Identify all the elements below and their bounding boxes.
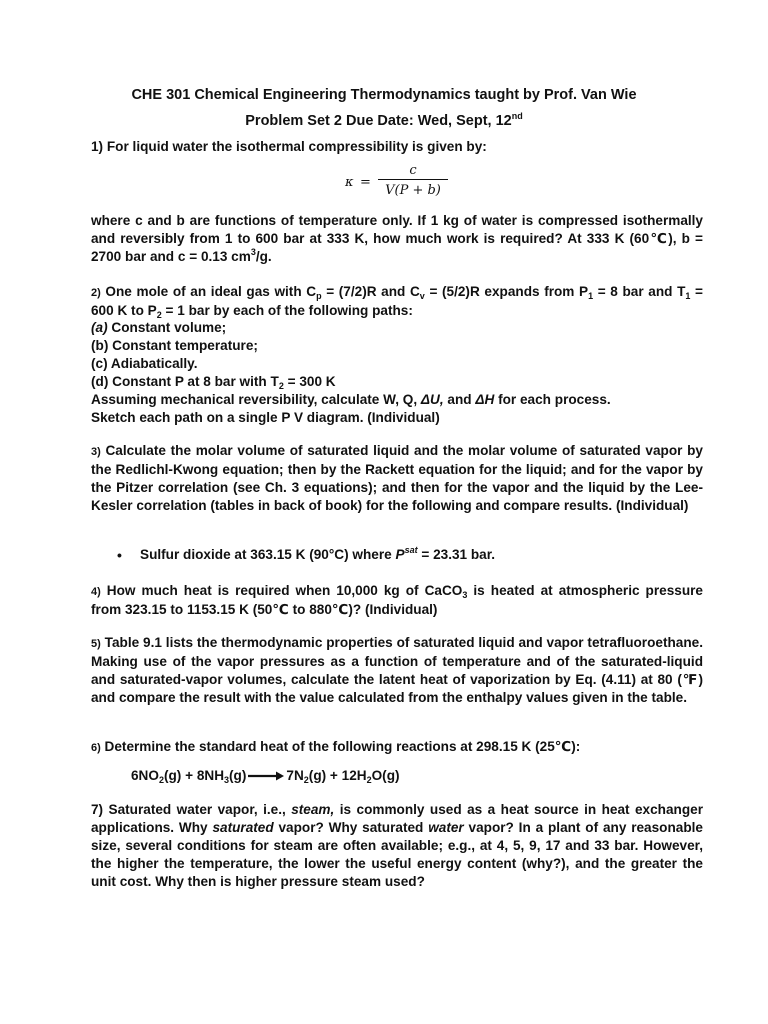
problem-6-statement: 6) Determine the standard heat of the following reactions at 298.15 K (25℃):: [91, 739, 581, 754]
problem-2-sketch: Sketch each path on a single P V diagram. (Individual): [91, 410, 440, 425]
problem-number: 4): [91, 586, 101, 598]
problem-number: 3): [91, 446, 101, 458]
fraction: [378, 162, 448, 200]
problem-2-statement: 2) One mole of an ideal gas with $C_p = (7/2)R$ and $C_v = (5/2)R$ expands from $P_1 = 8$ bar and $T_1 = 600$ K to $P_2 = 1$ bar by each of the following paths:: [91, 284, 703, 320]
problem-4-statement: 4) How much heat is required when 10,000 kg of CaCO$_3$ is heated at atmospheric pressure from 323.15 to 1153.15 K (50℃ to 880℃)? (Individual): [91, 583, 703, 617]
problem-7-statement: 7) Saturated water vapor, i.e., steam, is commonly used as a heat source in heat exchanger applications. Why saturated vapor? Why saturated water vapor? In a plant of any reasonable size, several conditions for steam are often available; e.g., at 4, 5, 9, 17 and 33 bar. However, the higher the temperature, the lower the useful energy content (why?), and the greater the unit cost. Why then is higher pressure steam used?: [91, 802, 703, 889]
problem-number: 6): [91, 742, 101, 754]
problem-2-path-d: (d) Constant P at 8 bar with $T_2 = 300$ K: [91, 374, 336, 391]
course-title: CHE 301 Chemical Engineering Thermodynamics taught by Prof. Van Wie: [131, 87, 637, 103]
problem-set-title: Problem Set 2 Due Date: Wed, Sept, 12nd: [245, 111, 523, 129]
problem-3-bullet: Sulfur dioxide at 363.15 K (90°C) where $P^{sat} = 23.31$ bar.: [140, 545, 496, 562]
bullet-icon: •: [117, 547, 122, 563]
problem-number: 5): [91, 638, 101, 650]
problem-1-body: where c and b are functions of temperature only. If 1 kg of water is compressed isothermally and reversibly from 1 to 600 bar at 333 K, how much work is required? At 333 K (60℃), b = 2700 bar and c = 0.13 $cm^3/g$.: [91, 213, 703, 264]
problem-5-statement: 5) Table 9.1 lists the thermodynamic properties of saturated liquid and vapor tetrafluoroethane. Making use of the vapor pressures as a function of temperature and of the saturated-liquid and saturated-vapor volumes, calculate the latent heat of vaporization by Eq. (4.11) at 80 (℉) and compare the result with the value calculated from the enthalpy values given in the table.: [91, 635, 703, 705]
fraction-numerator: c: [409, 163, 417, 178]
fraction-denominator: V(P + b): [385, 183, 441, 198]
reaction-equation: $6NO_2(g) + 8NH_3(g) 7N_2(g) + 12H_2O(g)$: [131, 768, 400, 785]
problem-number: 2): [91, 287, 101, 299]
problem-2-path-a: (a) Constant volume;: [91, 320, 227, 335]
reaction-arrow-icon: [247, 771, 285, 781]
kappa-symbol: κ: [345, 175, 354, 190]
problem-2-assumption: Assuming mechanical reversibility, calculate W, Q, ΔU, and ΔH for each process.: [91, 392, 611, 407]
equals-sign: =: [360, 175, 371, 190]
problem-1-intro: 1) For liquid water the isothermal compressibility is given by:: [91, 139, 487, 154]
problem-3-statement: 3) Calculate the molar volume of saturated liquid and the molar volume of saturated vapor by the Redlichl-Kwong equation; then by the Rackett equation for the liquid; and for the vapor by the Pitzer correlation (see Ch. 3 equations); and then for the vapor and the liquid by the Lee-Kesler correlation (tables in back of book) for the following and compare results. (Individual): [91, 443, 703, 513]
problem-2-path-c: (c) Adiabatically.: [91, 356, 198, 371]
fraction-bar: [378, 179, 448, 180]
problem-2-path-b: (b) Constant temperature;: [91, 338, 258, 353]
